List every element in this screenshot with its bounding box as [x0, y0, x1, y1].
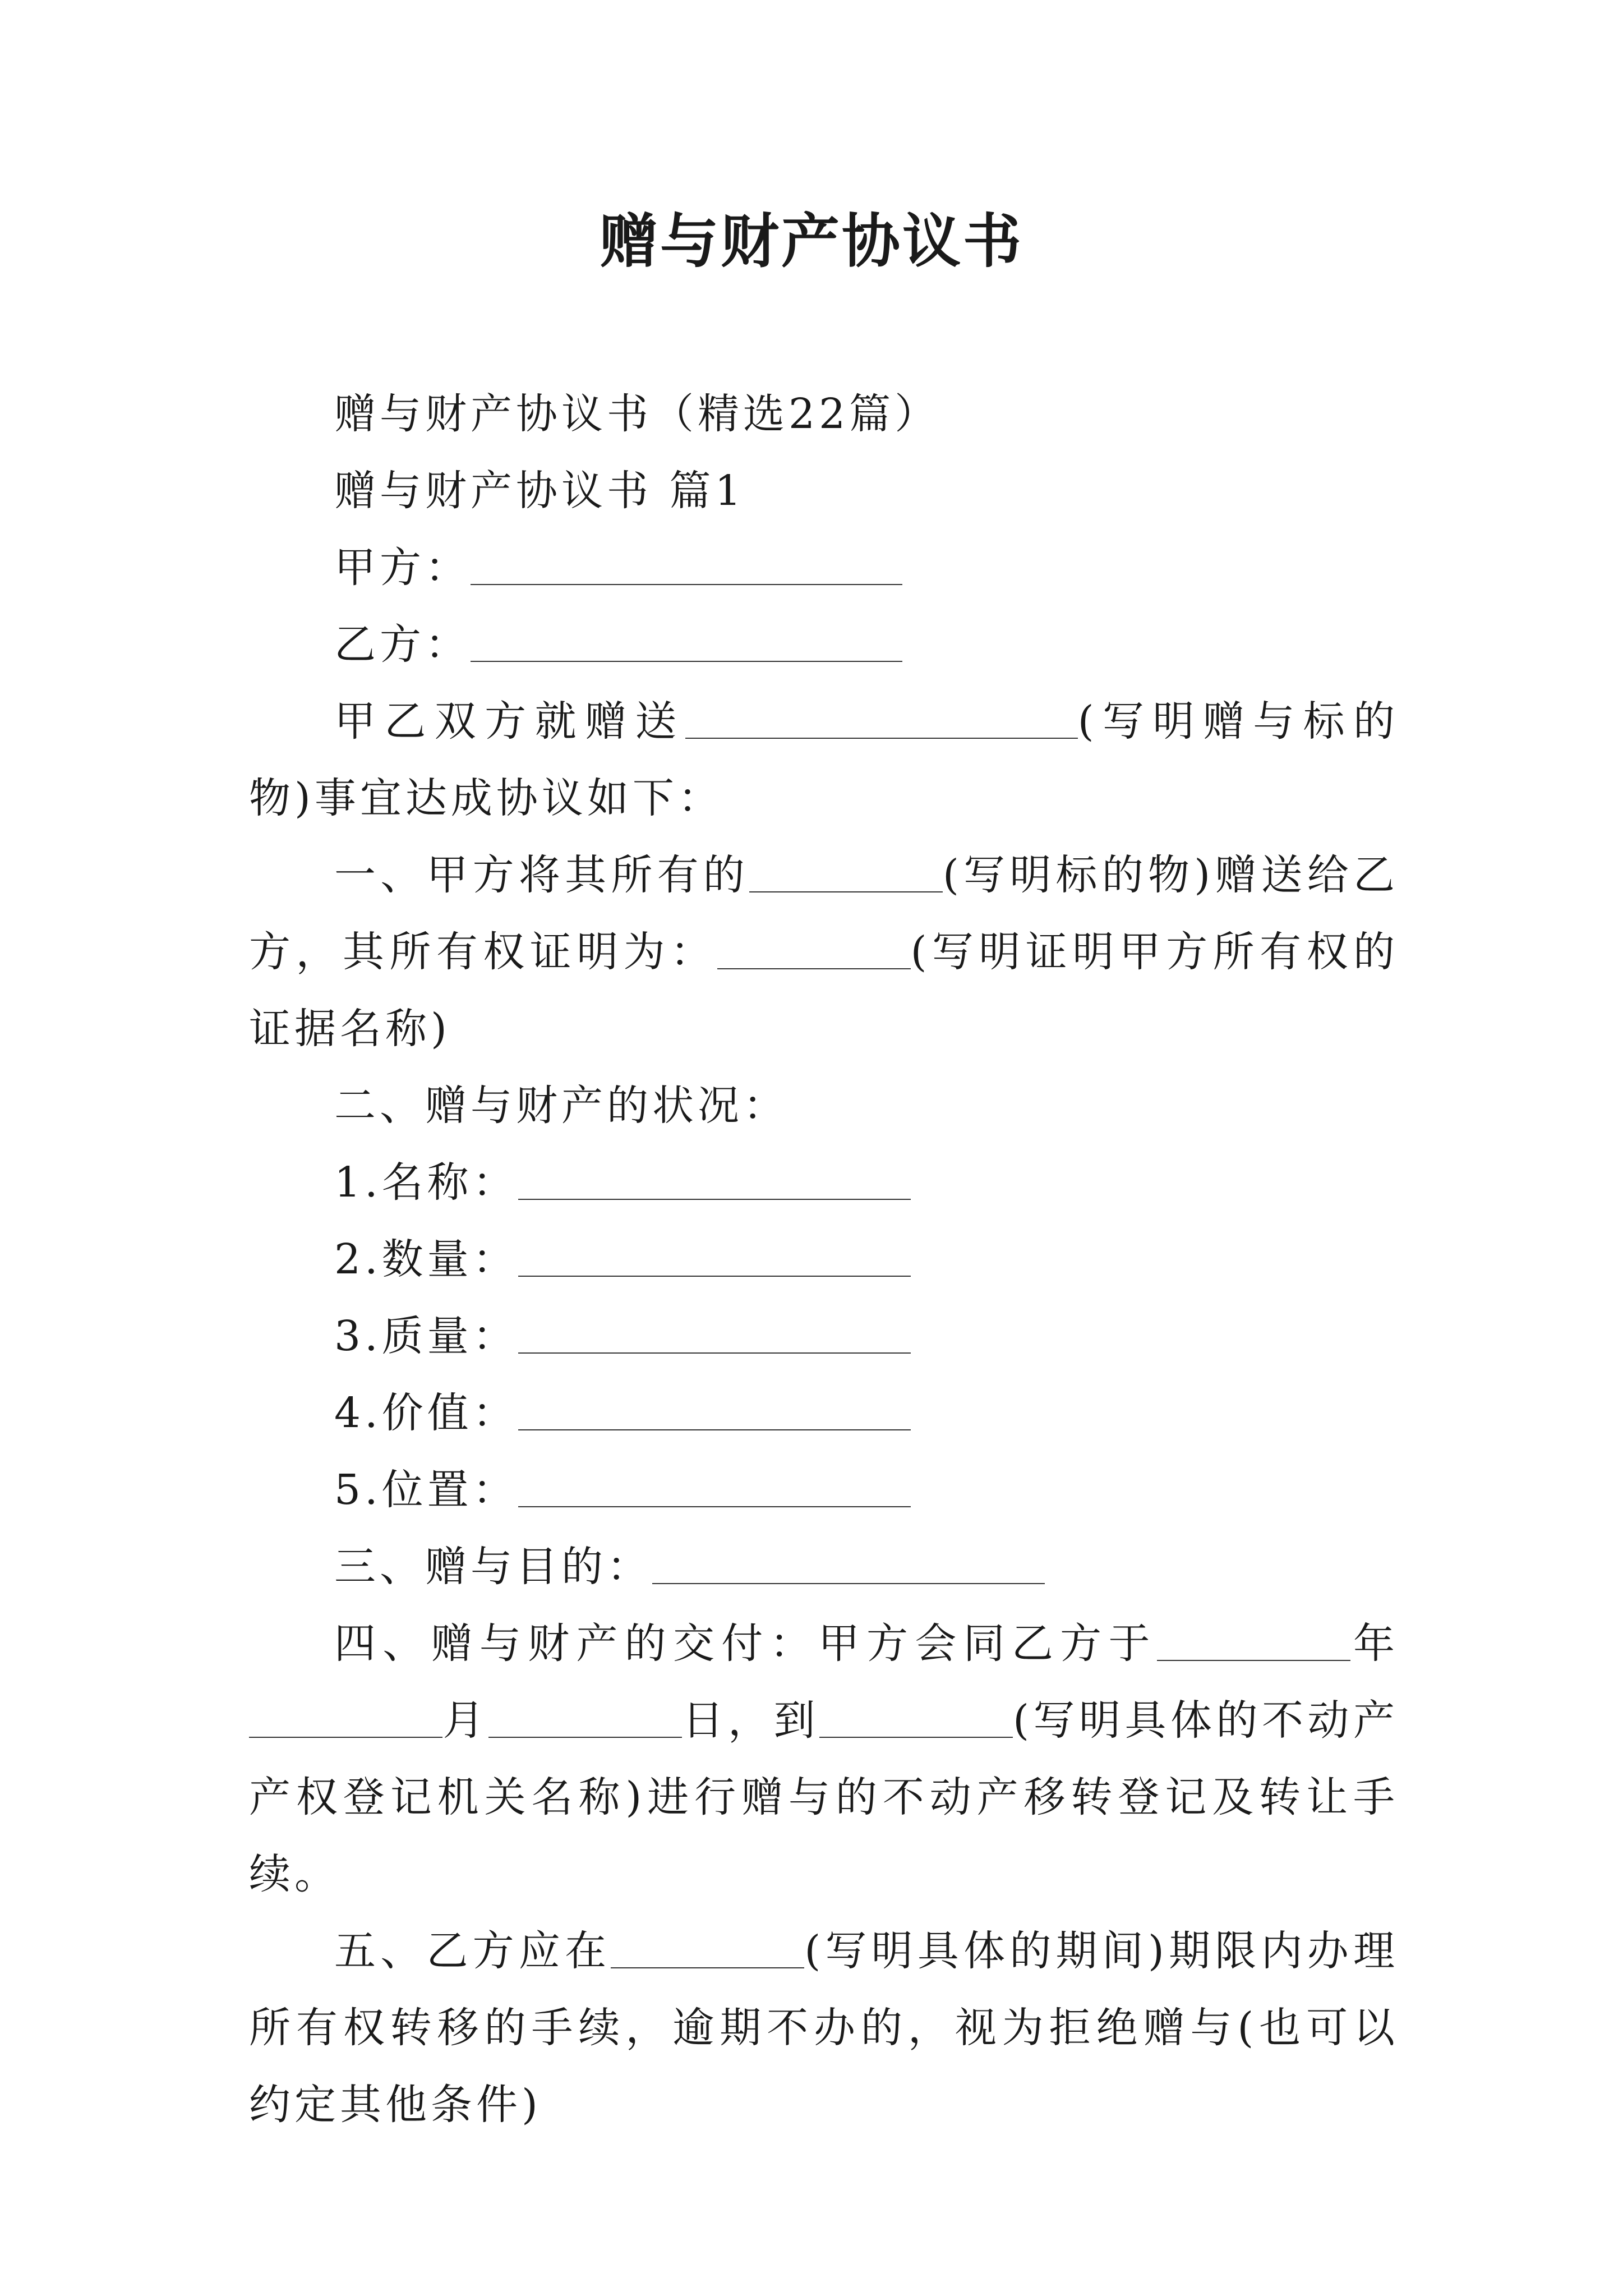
gift-object-blank: [685, 696, 1078, 739]
intro-paragraph: [249, 683, 1399, 837]
clause-4-year: 年: [1350, 1619, 1399, 1668]
item-quantity-label: 2.数量：: [334, 1235, 518, 1283]
party-a-label: 甲方：: [334, 544, 471, 592]
party-b-label: 乙方：: [334, 620, 471, 669]
clause-5: [249, 1913, 1399, 2143]
clause-5-end: (写明具体的期间)期限内办理所有权转移的手续，逾期不办的，视为拒绝赠与(也可以约定其他条件): [249, 1927, 1399, 2129]
clause-1: [249, 837, 1399, 1068]
clause-5-start: 五、乙方应在: [334, 1927, 611, 1975]
clause-4-authority-blank: [819, 1695, 1013, 1738]
intro-end: (写明赠与标的物)事宜达成协议如下：: [249, 697, 1399, 822]
clause-1-proof-blank: [717, 927, 911, 969]
item-location-label: 5.位置：: [334, 1466, 518, 1514]
item-name-label: 1.名称：: [334, 1158, 518, 1207]
item-quantity-blank: [518, 1234, 911, 1277]
document-body: [249, 376, 1399, 2143]
clause-1-object-blank: [749, 850, 943, 892]
clause-1-start: 一、甲方将其所有的: [334, 851, 750, 899]
item-value-label: 4.价值：: [334, 1389, 518, 1437]
item-quality-label: 3.质量：: [334, 1312, 518, 1360]
party-a-blank: [471, 542, 902, 585]
clause-4-year-blank: [1157, 1618, 1350, 1661]
party-b-blank: [471, 619, 902, 662]
clause-4-end: (写明具体的不动产产权登记机关名称)进行赠与的不动产移转登记及转让手续。: [249, 1696, 1399, 1898]
item-location-blank: [518, 1465, 911, 1507]
item-value-line: [249, 1375, 1399, 1452]
clause-4-day-blank: [488, 1695, 682, 1738]
document-title: 赠与财产协议书: [599, 206, 1023, 275]
item-quality-line: [249, 1298, 1399, 1375]
clause-3-label: 三、赠与目的：: [334, 1543, 652, 1591]
clause-1-end: (写明证明甲方所有权的证据名称): [249, 928, 1399, 1053]
item-location-line: [249, 1452, 1399, 1529]
clause-3-purpose-blank: [652, 1542, 1045, 1584]
item-value-blank: [518, 1388, 911, 1430]
clause-5-period-blank: [611, 1926, 804, 1968]
document-subtitle: 赠与财产协议书（精选22篇）: [334, 390, 940, 438]
clause-4-day: 日，到: [682, 1696, 820, 1745]
party-a-line: [249, 530, 1399, 606]
section-heading: 赠与财产协议书 篇1: [334, 467, 745, 515]
item-quantity-line: [249, 1221, 1399, 1298]
clause-1-mid: (写明标的物)赠送给乙方，其所有权证明为：: [249, 851, 1399, 976]
party-b-line: [249, 606, 1399, 683]
intro-start: 甲乙双方就赠送: [334, 697, 685, 746]
clause-2-heading: 二、赠与财产的状况：: [334, 1082, 789, 1130]
item-quality-blank: [518, 1311, 911, 1354]
clause-4-start: 四、赠与财产的交付：甲方会同乙方于: [334, 1619, 1157, 1668]
item-name-blank: [518, 1157, 911, 1200]
item-name-line: [249, 1144, 1399, 1221]
clause-4-month: 月: [442, 1696, 489, 1745]
clause-3: [249, 1529, 1399, 1605]
clause-4: [249, 1605, 1399, 1913]
clause-4-month-blank: [249, 1695, 442, 1738]
